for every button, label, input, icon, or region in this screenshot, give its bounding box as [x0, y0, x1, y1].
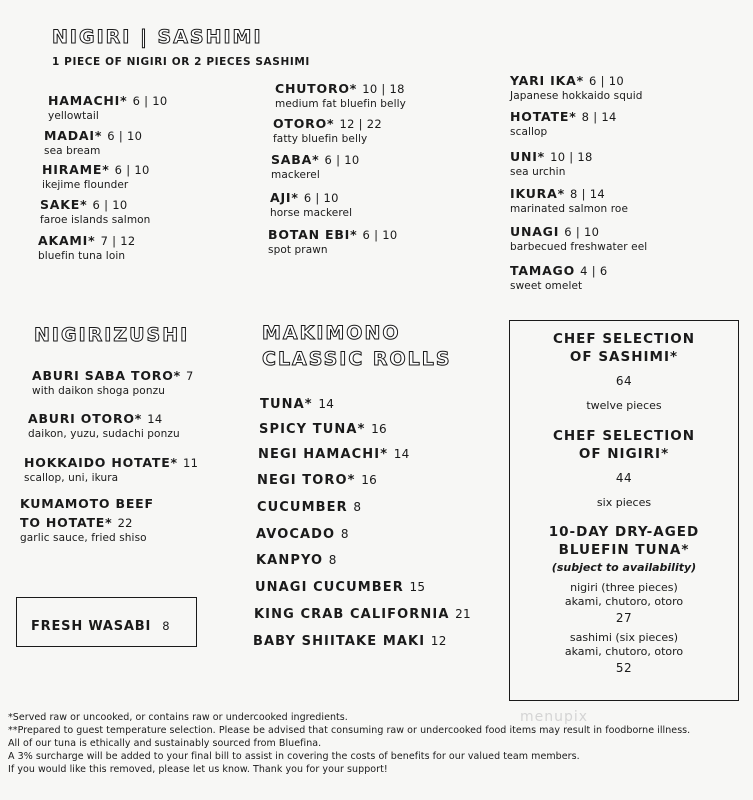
- chef-sashimi-note: twelve pieces: [586, 399, 662, 412]
- item-desc: spot prawn: [268, 244, 328, 256]
- item-price: 22: [117, 515, 133, 530]
- footer-notes: [8, 711, 748, 776]
- tuna-availability: (subject to availability): [551, 561, 697, 574]
- item-price: 6 | 10: [107, 129, 143, 143]
- roll-item-unagi-cucumber: [255, 580, 425, 595]
- menu-item-unagi: [510, 223, 647, 253]
- tuna-title-2: BLUEFIN TUNA*: [558, 542, 690, 558]
- item-price: 6 | 10: [564, 225, 600, 239]
- tuna-nigiri-option: nigiri (three pieces): [570, 581, 678, 594]
- chef-sashimi-title-2: OF SASHIMI*: [569, 349, 679, 365]
- tuna-sashimi-cuts: akami, chutoro, otoro: [564, 645, 684, 658]
- menu-item-aburi-otoro: [28, 410, 180, 440]
- roll-item-negi-hamachi: [258, 447, 410, 462]
- item-price: 14: [147, 412, 163, 426]
- item-desc: faroe islands salmon: [40, 214, 151, 226]
- footer-line: A 3% surcharge will be added to your final bill to assist in covering the costs of benefits for our valued team members.: [8, 751, 580, 762]
- menu-item-hotate: [510, 108, 617, 138]
- item-name: HIRAME*: [42, 162, 110, 177]
- roll-name: AVOCADO: [256, 527, 336, 542]
- item-name: MADAI*: [44, 128, 103, 143]
- item-name: HAMACHI*: [48, 93, 128, 108]
- fresh-wasabi-box: [16, 597, 197, 647]
- item-price: 6 | 10: [589, 74, 624, 88]
- item-name: YARI IKA*: [510, 73, 584, 88]
- roll-name: KING CRAB CALIFORNIA: [254, 607, 450, 622]
- chef-nigiri-title-2: OF NIGIRI*: [578, 446, 670, 462]
- item-price: 8 | 14: [581, 110, 617, 124]
- tuna-sashimi-price: 52: [615, 661, 633, 675]
- roll-item-kanpyo: [256, 553, 337, 568]
- item-price: 7 | 12: [100, 234, 136, 248]
- item-name: AJI*: [270, 190, 299, 205]
- roll-name: UNAGI CUCUMBER: [255, 580, 404, 595]
- chef-nigiri-title: CHEF SELECTION: [552, 428, 696, 444]
- chef-dry-aged-tuna: [510, 523, 738, 675]
- item-desc: scallop: [510, 126, 548, 138]
- item-name-line2: TO HOTATE*: [20, 514, 113, 530]
- item-price: 6 | 10: [303, 191, 339, 205]
- footer-line: All of our tuna is ethically and sustainably sourced from Bluefina.: [8, 738, 322, 749]
- roll-name: TUNA*: [260, 397, 313, 412]
- item-price: 6 | 10: [324, 153, 360, 167]
- menu-item-chutoro: [275, 80, 406, 110]
- item-price: 7: [186, 369, 194, 383]
- item-desc: sea bream: [44, 145, 101, 157]
- section-title-nigiri-sashimi: NIGIRI | SASHIMI: [52, 26, 263, 48]
- item-desc: bluefin tuna loin: [38, 250, 126, 262]
- item-price: 10 | 18: [550, 150, 593, 164]
- chef-nigiri-note: six pieces: [596, 496, 652, 509]
- roll-name: CUCUMBER: [257, 500, 348, 515]
- menu-item-tamago: [510, 262, 607, 292]
- menu-item-saba: [271, 151, 359, 181]
- item-desc: fatty bluefin belly: [273, 133, 368, 145]
- tuna-title: 10-DAY DRY-AGED: [548, 524, 700, 540]
- menu-item-kumamoto-beef: [20, 498, 154, 543]
- roll-item-spicy-tuna: [259, 422, 387, 437]
- chef-nigiri: [510, 427, 738, 509]
- section-subtitle: 1 PIECE OF NIGIRI OR 2 PIECES SASHIMI: [52, 56, 310, 68]
- roll-item-baby-shiitake-maki: [253, 634, 447, 649]
- item-desc: barbecued freshwater eel: [510, 241, 648, 253]
- roll-price: 15: [409, 580, 426, 594]
- item-desc: marinated salmon roe: [510, 203, 629, 215]
- roll-item-negi-toro: [257, 473, 377, 488]
- item-name: UNI*: [510, 149, 545, 164]
- tuna-nigiri-cuts: akami, chutoro, otoro: [564, 595, 684, 608]
- chef-sashimi: [510, 330, 738, 412]
- roll-name: BABY SHIITAKE MAKI: [253, 634, 426, 649]
- footer-line: If you would like this removed, please let us know. Thank you for your support!: [8, 764, 388, 775]
- item-price: 6 | 10: [362, 228, 398, 242]
- section-title-classic-rolls: CLASSIC ROLLS: [262, 348, 452, 370]
- wasabi-price: 8: [162, 619, 170, 633]
- roll-price: 8: [340, 527, 349, 541]
- item-desc: with daikon shoga ponzu: [32, 385, 165, 397]
- roll-price: 14: [393, 447, 410, 461]
- menu-item-otoro: [273, 115, 382, 145]
- menu-item-hokkaido-hotate: [24, 454, 198, 484]
- menu-item-uni: [510, 148, 593, 178]
- section-title-nigirizushi: NIGIRIZUSHI: [34, 324, 190, 346]
- roll-price: 12: [430, 634, 447, 648]
- item-desc: Japanese hokkaido squid: [510, 90, 643, 102]
- roll-name: SPICY TUNA*: [259, 422, 366, 437]
- item-name: AKAMI*: [38, 233, 96, 248]
- item-name: ABURI SABA TORO*: [32, 368, 181, 383]
- item-name: HOKKAIDO HOTATE*: [24, 455, 178, 470]
- footer-line: **Prepared to guest temperature selection. Please be advised that consuming raw or undercooked food items may result in foodborne illness.: [8, 725, 691, 736]
- item-price: 8 | 14: [570, 187, 605, 201]
- menu-item-hamachi: [48, 92, 168, 122]
- roll-price: 8: [328, 553, 337, 567]
- item-price: 6 | 10: [132, 94, 168, 108]
- roll-item-king-crab-california: [254, 607, 471, 622]
- item-desc: yellowtail: [48, 110, 99, 122]
- item-price: 10 | 18: [362, 82, 405, 96]
- item-desc: daikon, yuzu, sudachi ponzu: [28, 428, 180, 440]
- item-desc: mackerel: [271, 169, 320, 181]
- item-desc: horse mackerel: [270, 207, 353, 219]
- item-name: OTORO*: [273, 116, 335, 131]
- item-desc: medium fat bluefin belly: [275, 98, 406, 110]
- roll-price: 8: [353, 500, 362, 514]
- tuna-nigiri-price: 27: [615, 611, 633, 625]
- roll-item-tuna: [260, 397, 334, 412]
- tuna-sashimi-option: sashimi (six pieces): [569, 631, 679, 644]
- item-name: SAKE*: [40, 197, 88, 212]
- roll-name: NEGI TORO*: [257, 473, 356, 488]
- item-desc: sweet omelet: [510, 280, 583, 292]
- chef-nigiri-price: 44: [615, 471, 633, 485]
- roll-price: 14: [318, 397, 335, 411]
- chef-selection-box: [509, 320, 739, 701]
- menu-item-sake: [40, 196, 150, 226]
- menu-item-aji: [270, 189, 352, 219]
- footer-line: *Served raw or uncooked, or contains raw or undercooked ingredients.: [8, 712, 348, 723]
- chef-sashimi-price: 64: [615, 374, 633, 388]
- item-name: ABURI OTORO*: [28, 411, 143, 426]
- menu-item-hirame: [42, 161, 150, 191]
- chef-sashimi-title: CHEF SELECTION: [552, 331, 696, 347]
- item-price: 12 | 22: [339, 117, 383, 131]
- item-name: IKURA*: [510, 186, 565, 201]
- item-price: 11: [182, 456, 199, 470]
- item-name: UNAGI: [510, 224, 560, 239]
- item-price: 6 | 10: [114, 163, 150, 177]
- roll-price: 16: [371, 422, 387, 436]
- roll-name: KANPYO: [256, 553, 324, 568]
- menu-item-madai: [44, 127, 142, 157]
- item-name: HOTATE*: [510, 109, 577, 124]
- item-desc: scallop, uni, ikura: [24, 472, 119, 484]
- roll-price: 21: [455, 607, 471, 621]
- item-desc: sea urchin: [510, 166, 566, 178]
- item-name: TAMAGO: [510, 263, 576, 278]
- wasabi-name: FRESH WASABI: [31, 619, 152, 634]
- roll-item-avocado: [256, 527, 349, 542]
- menu-item-aburi-saba-toro: [32, 367, 194, 397]
- section-title-makimono: MAKIMONO: [262, 322, 401, 344]
- item-price: 6 | 10: [92, 198, 128, 212]
- item-name: BOTAN EBI*: [268, 227, 358, 242]
- menu-item-ikura: [510, 185, 628, 215]
- item-desc: ikejime flounder: [42, 179, 129, 191]
- item-price: 4 | 6: [580, 264, 608, 278]
- item-name: SABA*: [271, 152, 320, 167]
- item-name: CHUTORO*: [275, 81, 358, 96]
- roll-price: 16: [361, 473, 378, 487]
- roll-item-cucumber: [257, 500, 361, 515]
- watermark: menupix: [520, 709, 589, 725]
- item-name: KUMAMOTO BEEF: [20, 496, 154, 511]
- item-desc: garlic sauce, fried shiso: [20, 531, 147, 544]
- roll-name: NEGI HAMACHI*: [258, 447, 389, 462]
- menu-item-yari-ika: [510, 72, 643, 102]
- menu-item-botan-ebi: [268, 226, 397, 256]
- menu-item-akami: [38, 232, 136, 262]
